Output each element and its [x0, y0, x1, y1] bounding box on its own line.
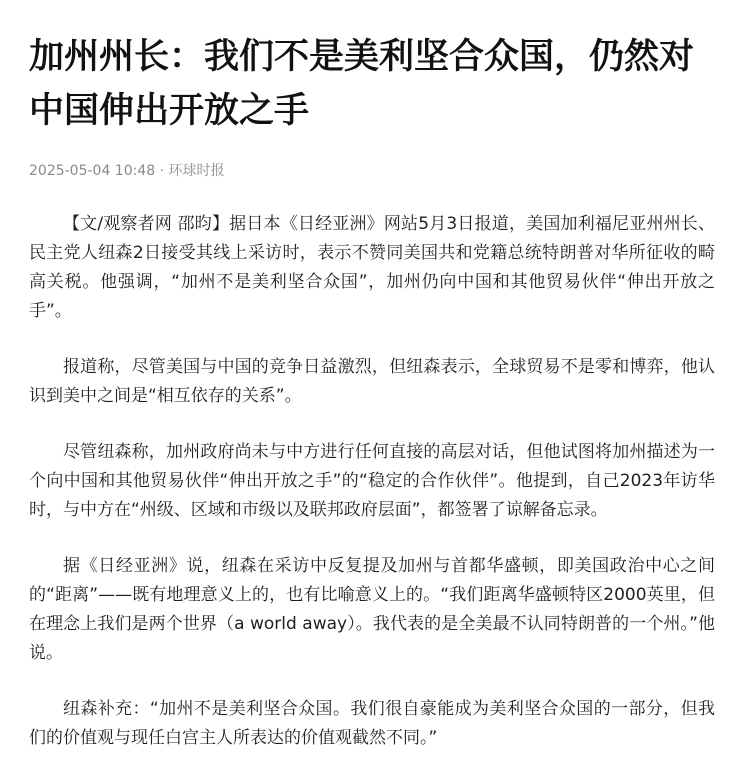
publish-date: 2025-05-04 10:48: [29, 163, 156, 179]
article-title: 加州州长：我们不是美利坚合众国，仍然对中国伸出开放之手: [29, 37, 695, 131]
meta-separator: ·: [155, 163, 169, 179]
source-name: 环球时报: [168, 163, 225, 179]
article-body: [29, 210, 715, 753]
article-paragraph: 纽森补充：“加州不是美利坚合众国。我们很自豪能成为美利坚合众国的一部分，但我们的价值观与现任白宫主人所表达的价值观截然不同。”: [29, 699, 715, 748]
article-meta: [29, 161, 715, 181]
article-paragraph: 尽管纽森称，加州政府尚未与中方进行任何直接的高层对话，但他试图将加州描述为一个向中国和其他贸易伙伴“伸出开放之手”的“稳定的合作伙伴”。他提到，自己2023年访华时，与中方在“州级、区域和市级以及联邦政府层面”，都签署了谅解备忘录。: [29, 442, 715, 520]
article-paragraph: 据《日经亚洲》说，纽森在采访中反复提及加州与首都华盛顿，即美国政治中心之间的“距离”——既有地理意义上的，也有比喻意义上的。“我们距离华盛顿特区2000英里，但在理念上我们是两个世界（a world away）。我代表的是全美最不认同特朗普的一个州。”他说。: [29, 556, 715, 663]
article-paragraph: 【文/观察者网 邵昀】据日本《日经亚洲》网站5月3日报道，美国加利福尼亚州州长、民主党人纽森2日接受其线上采访时，表示不赞同美国共和党籍总统特朗普对华所征收的畸高关税。他强调，“加州不是美利坚合众国”，加州仍向中国和其他贸易伙伴“伸出开放之手”。: [29, 214, 715, 321]
article-paragraph: 报道称，尽管美国与中国的竞争日益激烈，但纽森表示，全球贸易不是零和博弈，他认识到美中之间是“相互依存的关系”。: [29, 357, 715, 406]
